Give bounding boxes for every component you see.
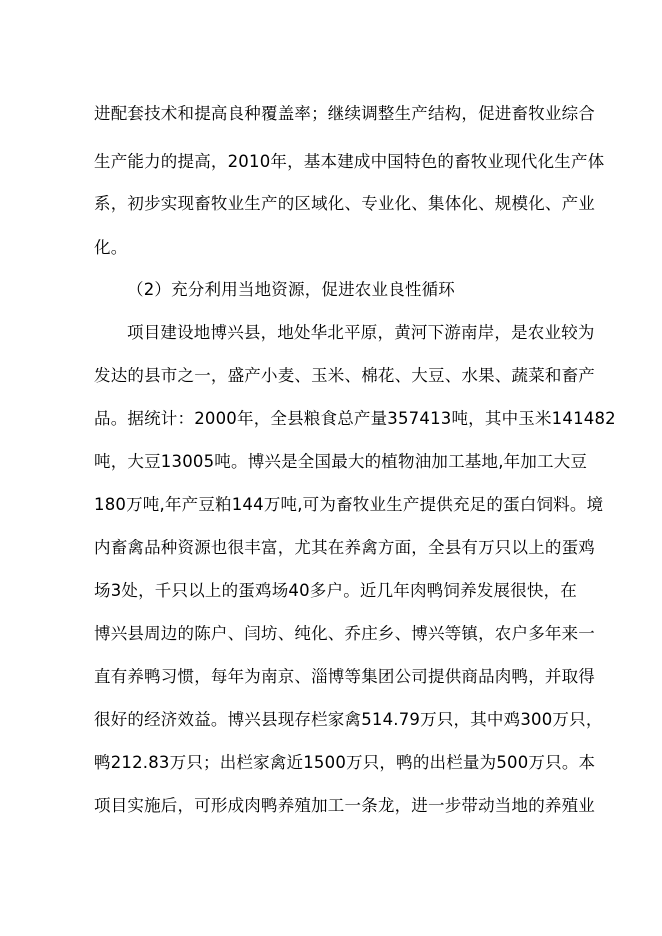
text-line: 项目实施后，可形成肉鸭养殖加工一条龙，进一步带动当地的养殖业 — [94, 796, 595, 815]
text-line: 吨，大豆13005吨。博兴是全国最大的植物油加工基地,年加工大豆 — [94, 452, 588, 471]
text-line: 项目建设地博兴县，地处华北平原，黄河下游南岸，是农业较为 — [127, 323, 595, 342]
text-line: 直有养鸭习惯，每年为南京、淄博等集团公司提供商品肉鸭，并取得 — [94, 667, 595, 686]
text-line: 博兴县周边的陈户、闫坊、纯化、乔庄乡、博兴等镇，农户多年来一 — [94, 624, 595, 643]
text-line: 生产能力的提高，2010年，基本建成中国特色的畜牧业现代化生产体 — [94, 152, 605, 171]
text-line: 品。据统计：2000年，全县粮食总产量357413吨，其中玉米141482 — [94, 409, 616, 428]
text-line: 鸭212.83万只；出栏家禽近1500万只，鸭的出栏量为500万只。本 — [94, 753, 596, 772]
text-line: 场3处，千只以上的蛋鸡场40多户。近几年肉鸭饲养发展很快，在 — [94, 581, 577, 600]
text-line: 内畜禽品种资源也很丰富，尤其在养禽方面，全县有万只以上的蛋鸡 — [94, 538, 595, 557]
text-line: 很好的经济效益。博兴县现存栏家禽514.79万只，其中鸡300万只， — [94, 710, 603, 729]
text-line: 发达的县市之一，盛产小麦、玉米、棉花、大豆、水果、蔬菜和畜产 — [94, 366, 595, 385]
text-line: 进配套技术和提高良种覆盖率；继续调整生产结构，促进畜牧业综合 — [94, 104, 595, 123]
text-line: 化。 — [94, 238, 128, 257]
section-heading: （2）充分利用当地资源，促进农业良性循环 — [127, 280, 455, 299]
text-line: 系，初步实现畜牧业生产的区域化、专业化、集体化、规模化、产业 — [94, 194, 595, 213]
text-line: 180万吨,年产豆粕144万吨,可为畜牧业生产提供充足的蛋白饲料。境 — [94, 495, 604, 514]
